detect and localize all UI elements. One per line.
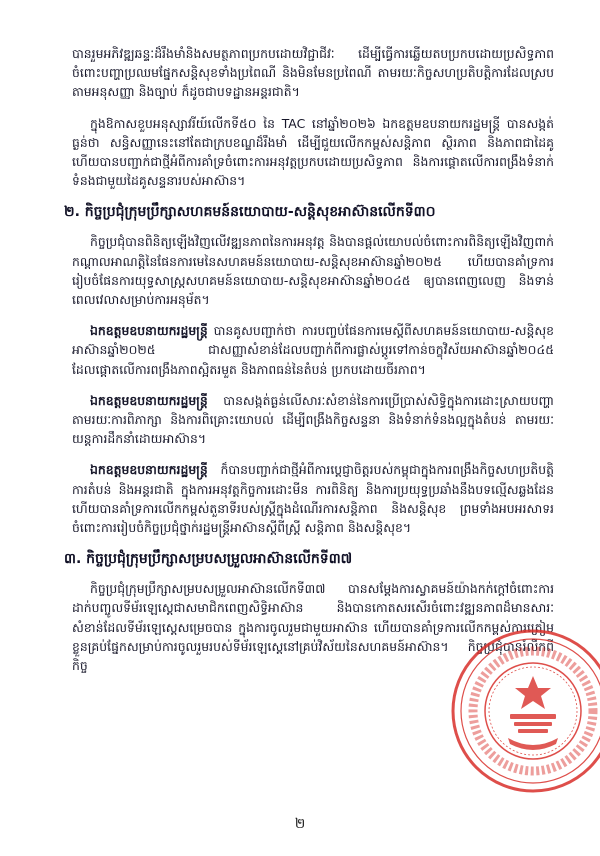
- paragraph-cooperation-text: ក៏បានបញ្ជាក់ជាថ្មីអំពីការប្តេជ្ញាចិត្តរបស់កម្ពុជាក្នុងការពង្រឹងកិច្ចសហប្រតិបត្តិការតំបន់ និងអន្តរជាតិ ក្នុងការអនុវត្តកិច្ចការដោះមីន ការពិនិត្យ និងការប្រយុទ្ធប្រឆាំងនឹងបទល្មើសឆ្លងដែន ហើយបានគាំទ្រការលើកកម្ពស់តួនាទីរបស់ស្ត្រីក្នុងដំណើរការសន្តិភាព និងសន្តិសុខ ព្រមទាំងអបអរសាទរចំពោះការរៀបចំកិច្ចប្រជុំថ្នាក់រដ្ឋមន្ត្រីអាស៊ានស្តីពីស្ត្រី សន្តិភាព និងសន្តិសុខ។: [72, 462, 554, 536]
- paragraph-blueprint-text: បានគូសបញ្ជាក់ថា ការបញ្ចប់ផែនការមេស្តីពីសហគមន៍នយោបាយ-សន្តិសុខអាស៊ានឆ្នាំ២០២៥ ជាសញ្ញាសំខាន់ដែលបញ្ជាក់ពីការផ្លាស់ប្តូរទៅកាន់ចក្ខុវិស័យអាស៊ានឆ្នាំ២០៤៥ ដែលផ្តោតលើការពង្រឹងភាពស្អិតរមួត និងភាពធន់នៃតំបន់ ប្រកបដោយចីរភាព។: [72, 323, 554, 377]
- section-heading-3: ៣. កិច្ចប្រជុំក្រុមប្រឹក្សាសម្របសម្រួលអាស៊ានលើកទី៣៧: [64, 551, 353, 568]
- paragraph-tac: [72, 114, 554, 191]
- section-heading-2: ២. កិច្ចប្រជុំក្រុមប្រឹក្សាសហគមន៍នយោបាយ-សន្តិសុខអាស៊ានលើកទី៣០: [64, 204, 436, 221]
- leader-ref-2: ឯកឧត្តមឧបនាយករដ្ឋមន្ត្រី: [90, 392, 208, 408]
- page-number: ២: [294, 816, 306, 832]
- leader-ref-3: ឯកឧត្តមឧបនាយករដ្ឋមន្ត្រី: [90, 462, 208, 478]
- paragraph-blueprint: [72, 321, 554, 379]
- leader-ref-1: ឯកឧត្តមឧបនាយករដ្ឋមន្ត្រី: [90, 323, 208, 339]
- paragraph-apsc-review: កិច្ចប្រជុំបានពិនិត្យឡើងវិញលើវឌ្ឍនភាពនៃការអនុវត្ត និងបានផ្តល់យោបល់ចំពោះការពិនិត្យឡើងវិញពាក់កណ្តាលអាណត្តិនៃផែនការមេនៃសហគមន៍នយោបាយ-សន្តិសុខអាស៊ានឆ្នាំ២០២៥ ហើយបានគាំទ្រការរៀបចំផែនការយុទ្ធសាស្ត្រសហគមន៍នយោបាយ-សន្តិសុខអាស៊ានឆ្នាំ២០៤៥ ឲ្យបានពេញលេញ និងទាន់ពេលវេលាសម្រាប់ការអនុម័ត។: [72, 234, 554, 308]
- official-seal-stamp: [448, 626, 600, 796]
- paragraph-dialogue-text: បានសង្កត់ធ្ងន់លើសារៈសំខាន់នៃការប្រើប្រាស់សិទ្ធិក្នុងការដោះស្រាយបញ្ហាតាមរយៈការពិភាក្សា និងការពិគ្រោះយោបល់ ដើម្បីពង្រឹងកិច្ចសន្ទនា និងទំនាក់ទំនងល្អក្នុងតំបន់ តាមរយៈយន្តការដឹកនាំដោយអាស៊ាន។: [72, 392, 554, 447]
- paragraph-tac-text: ក្នុងឱកាសខួបអនុស្សាវរីយ៍លើកទី៥០ នៃ TAC នៅឆ្នាំ២០២៦ ឯកឧត្តមឧបនាយករដ្ឋមន្ត្រី បានសង្កត់ធ្ងន់ថា សន្ធិសញ្ញានេះនៅតែជាក្របខណ្ឌដ៏រឹងមាំ ដើម្បីជួយលើកកម្ពស់សន្តិភាព ស្ថិរភាព និងភាពជាដៃគូ ហើយបានបញ្ជាក់ជាថ្មីអំពីការគាំទ្រចំពោះការអនុវត្តប្រកបដោយប្រសិទ្ធភាព និងការផ្តោតលើការពង្រឹងទំនាក់ទំនងជាមួយដៃគូសន្ទនារបស់អាស៊ាន។: [72, 115, 554, 189]
- paragraph-intro: បានរួមអភិវឌ្ឍឆន្ទៈដ៏រឹងមាំនិងសមត្ថភាពប្រកបដោយវិជ្ជាជីវៈ ដើម្បីធ្វើការឆ្លើយតបប្រកបដោយប្រសិទ្ធភាពចំពោះបញ្ហាប្រឈមផ្នែកសន្តិសុខទាំងប្រពៃណី និងមិនមែនប្រពៃណី តាមរយៈកិច្ចសហប្រតិបត្តិការដែលស្របតាមអនុសញ្ញា និងច្បាប់ ក៏ដូចជាបទដ្ឋានអន្តរជាតិ។: [72, 46, 554, 100]
- paragraph-cooperation: [72, 460, 554, 537]
- paragraph-dialogue: [72, 391, 554, 449]
- paragraph-acc: កិច្ចប្រជុំក្រុមប្រឹក្សាសម្របសម្រួលអាស៊ានលើកទី៣៧ បានសម្តែងការស្វាគមន៍យ៉ាងកក់ក្តៅចំពោះការដាក់បញ្ចូលទីម័រឡេស្តេជាសមាជិកពេញសិទ្ធិអាស៊ាន និងបានកោតសរសើរចំពោះវឌ្ឍនភាពដ៏មានសារៈសំខាន់ដែលទីម័រឡេស្តេសម្រេចបាន ក្នុងការចូលរួមជាមួយអាស៊ាន ហើយបានគាំទ្រការលើកកម្ពស់ការត្រៀមខ្លួនគ្រប់ផ្នែកសម្រាប់ការចូលរួមរបស់ទីម័រឡេស្តេនៅគ្រប់វិស័យនៃសហគមន៍អាស៊ាន។ កិច្ចប្រជុំបានរំលឹកពីកិច្ច: [72, 581, 554, 674]
